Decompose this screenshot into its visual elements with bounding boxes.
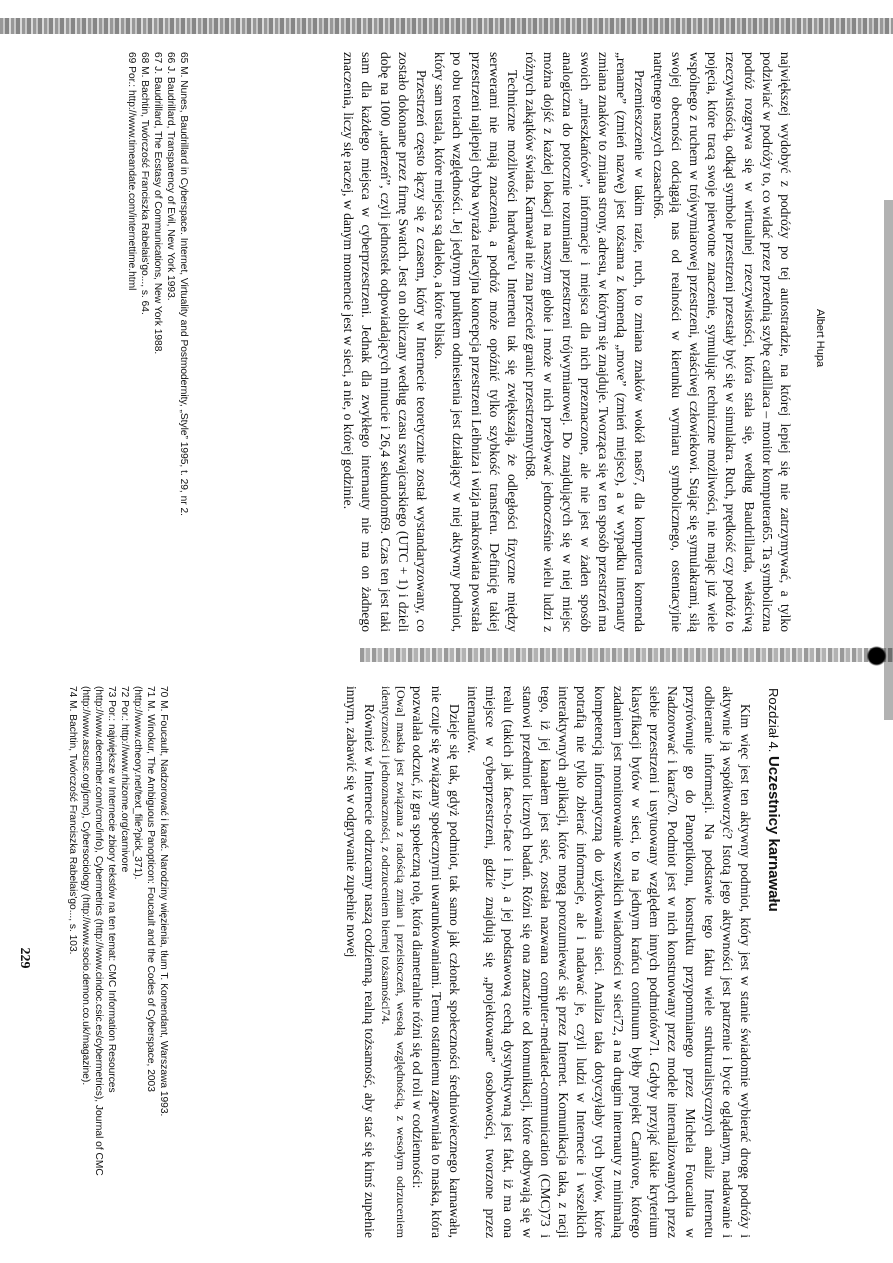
footnote: 68 M. Bachtin, Twórczość Franciszka Rabelais'go..., s. 64. (139, 52, 150, 315)
footnote: 70 M. Foucault, Nadzorować i karać. Narodziny więzienia, tłum T. Komendant, Warszawa 1993. (158, 686, 169, 1117)
chapter-header (765, 688, 782, 912)
scan-artifact-middle (360, 648, 893, 662)
running-head-author: Albert Hupa (814, 309, 826, 368)
paragraph: największej wydobyć z podróży po tej autostradzie, na której lepiej się nie zatrzymywać, a tylko podziwiać w podróży to, co widać przez przednią szybę cadillaca – monitor komputera65. Ta symboliczna podróż rozgrywa się w wirtualnej rzeczywistości, która stała się, według Baudrillarda, właściwą rzeczywistością, odkąd symbole przestrzeni przestały być się w simulakra. Ruch, prędkość czy podróż to pojęcia, które tracą swoje pierwotne znaczenie, symulując techniczne możliwości, nie mając już wiele wspólnego z ruchem w trójwymiarowej przestrzeni, właściwej człowiekowi. Stając się symulakrami, siłą swojej obecności odciągają nas od realności w kierunku wymiaru symbolicznego, ostentacyjnie natrętnego naszych czasach66. (650, 52, 793, 632)
footnote: 67 J. Baudrillard, The Ecstasy of Communications, New York 1988. (152, 52, 163, 355)
paragraph: Również w Internecie odrzucamy naszą codzienną, realną tożsamość, aby stać się kimś zupełnie innym, zabawić się w odgrywanie zupełnie nowej (343, 686, 378, 1238)
footnote: 74 M. Bachtin, Twórczość Franciszka Rabelais'go..., s. 103. (67, 686, 78, 955)
scan-artifact-top (0, 18, 893, 34)
footnote: 69 Por.: http://www.timeandate.com/internettime.html (126, 52, 137, 291)
footnote: 73 Por.: największe w Internecie zbiory tekstów na ten temat: CMC Information Resources (http://www.december.com/cmc/info), Cybermetrics (http://www.cindoc.csic.es/cybermetrics), Journal of CMC (http://www.ascusc.org/jcmc), Cybersociology (http://www.socio.demon.co.uk/magazine). (80, 686, 117, 1176)
scan-artifact-mark (855, 640, 891, 672)
paragraph: Dzieje się tak, gdyż podmiot, tak samo jak członek społeczności średniowiecznego karnawału, nie czuje się związany społecznymi uwarunkowaniami. Temu ostatniemu zapewniała to maska, która pozwalała odczuć, iż gra społeczną rolę, która diametralnie różni się od roli w codzienności: (410, 686, 462, 1238)
page-right-rotated (17, 678, 852, 1238)
footnote: 66 J. Baudrillard, Transparency of Evil, New York 1993. (165, 52, 176, 301)
paragraph: Kim więc jest ten aktywny podmiot, który jest w stanie świadomie wybierać drogę podróży i aktywnie ją współtworzyć? Istotą jego aktywności jest patrzenie i bycie oglądanym, nadawanie i odbieranie informacji. Na podstawie tego faktu wiele strukturalistycznych analiz Internetu przyrównuje go do Panoptikonu, konstruktu przypomnianego przez Michela Foucaulta w Nadzorować i karać70. Podmiot jest w nich konstruowany przez modele internalizowanych przez siebie przestrzeni i usytuowany względem innych podmiotów71. Gdyby przyjąć takie kryterium klasyfikacji bytów w sieci, to na jednym krańcu continuum byłby projekt Carnivore, którego zadaniem jest monitorowanie wszelkich wiadomości w sieci72, a na drugim internauty z minimalną kompetencją informatyczną do użytkowania sieci. Analiza taka dotyczyłaby tych bytów, które potrafią nie tylko zbierać informacje, ale i nadawać je, czyli ludzi w Internecie i wszelkich interaktywnych aplikacji, które mogą porozumiewać się przez Internet. Komunikacja taka, z racji tego, iż jej kanałem jest sieć, została nazwana computer-mediated-communication (CMC)73 i stanowi przedmiot licznych badań. Różni się ona znacznie od komunikacji, które odbywają się w realu (takich jak face-to-face i in.), a jej podstawową cechą dystynktywną jest fakt, iż ma ona miejsce w cyberprzestrzeni, gdzie znajdują się „projektowane” osobowości, tworzone przez internautów. (464, 686, 753, 1238)
page-body (342, 686, 754, 1238)
footnote: 71 M. Winokur, The Ambiguous Panopticon: Foucault and the Codes of Cyberspace, 2003 (http://www.ctheory.net/text_file?pick_371). (132, 686, 156, 1092)
footnotes (125, 52, 190, 632)
footnote: 65 M. Nunes, Baudrillard in Cyberspace. Internet, Virtuality and Postmodernity, „Style” 1995, t. 29, nr 2. (178, 52, 189, 516)
block-quote: [Owa] maska jest związana z radością zmian i przeistoczeń, wesołą względnością, z wesołym odrzuceniem identyczności i jednoznaczności, z odrzuceniem biernej tożsamości74. (379, 686, 409, 1238)
paragraph: Przestrzeń często łączy się z czasem, który w Internecie teoretycznie został wystandaryzowany, co zostało dokonane przez firmę Swatch. Jest on obliczany według czasu szwajcarskiego (UTC + 1) i dzieli dobę na 1000 „uderzeń”, czyli jednostek odpowiadających minucie i 26,4 sekundom69. Czas ten jest taki sam dla każdego miejsca w cyberprzestrzeni. Jednak dla zwykłego internauty nie ma on żadnego znaczenia, liczy się raczej, w danym momencie jest w sieci, a nie, o której godzinie. (341, 52, 429, 632)
paragraph: Przemieszczenie w takim razie, ruch, to zmiana znaków wokół nas67, dla komputera komenda „rename” (zmień nazwę) jest tożsama z komendą „move” (zmień miejsce), a w wypadku internauty zmiana znaków to zmiana strony, adresu, w którym się znajduje. Tworząca się w ten sposób przestrzeń ma swoich „mieszkańców”, informacje i miejsca dla nich przeznaczone, ale nie jest w żaden sposób analogiczna do potocznie rozumianej przestrzeni trójwymiarowej. Do znajdujących się w niej miejsc można dojść z każdej lokacji na naszym globie i może w nich przebywać jednocześnie wielu ludzi z różnych zakątków świata. Karnawał nie zna przecież granic przestrzennych68. (523, 52, 648, 632)
chapter-label: Rozdział 4. (766, 688, 781, 753)
footnote: 72 Por.: http://www.rhizome.org/carnivore (119, 686, 130, 873)
footnotes (66, 686, 170, 1238)
page-left-rotated (72, 44, 852, 634)
paragraph: Techniczne możliwości hardware'u Internetu tak się zwiększają, że odległości fizyczne między serwerami nie mają znaczenia, a podróż może opóźnić tylko szybkość transferu. Definicję takiej przestrzeni najlepiej chyba wyraża relacyjna koncepcja przestrzeni Leibniza i wizja makroświata powstała po obu teoriach względności. Jej jedynym punktem odniesienia jest działający w niej aktywny podmiot, który sam ustala, które miejsca są daleko, a które blisko. (432, 52, 520, 632)
page-number: 229 (17, 947, 32, 969)
chapter-title: Uczestnicy karnawału (765, 755, 782, 912)
page-body (339, 52, 794, 632)
